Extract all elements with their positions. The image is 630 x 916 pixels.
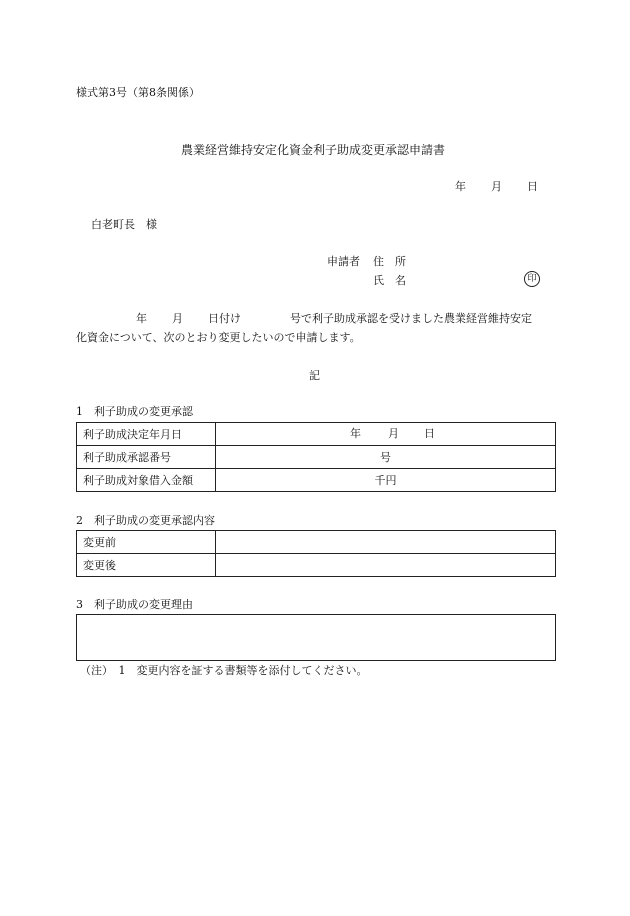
body-line1-rest: 号で利子助成承認を受けました農業経営維持安定 xyxy=(290,312,532,325)
section1-heading: 1 利子助成の変更承認 xyxy=(76,405,193,418)
body-month-label: 月 xyxy=(172,312,183,325)
section2-heading: 2 利子助成の変更承認内容 xyxy=(76,514,215,527)
loan-amount-value: 千円 xyxy=(216,469,556,492)
address-label: 住 所 xyxy=(373,255,406,268)
seal-mark: 印 xyxy=(524,271,540,287)
document-title: 農業経営維持安定化資金利子助成変更承認申請書 xyxy=(181,143,446,157)
date-year-label: 年 xyxy=(455,180,466,193)
approval-number-label: 利子助成承認番号 xyxy=(77,446,216,469)
section1-table xyxy=(76,422,556,492)
applicant-label: 申請者 xyxy=(327,255,360,268)
decision-date-value xyxy=(216,423,556,446)
decision-date-label: 利子助成決定年月日 xyxy=(77,423,216,446)
decision-day-label: 日 xyxy=(424,427,435,440)
section3-heading: 3 利子助成の変更理由 xyxy=(76,598,193,611)
footnote: （注） 1 変更内容を証する書類等を添付してください。 xyxy=(80,664,368,677)
form-number: 様式第3号（第8条関係） xyxy=(76,86,200,99)
body-day-label: 日付け xyxy=(208,312,241,325)
table-row xyxy=(77,531,556,554)
ki-heading: 記 xyxy=(309,369,320,382)
name-label: 氏 名 xyxy=(373,274,406,287)
date-month-label: 月 xyxy=(491,180,502,193)
table-row xyxy=(77,423,556,446)
date-day-label: 日 xyxy=(527,180,538,193)
table-row xyxy=(77,554,556,577)
addressee: 白老町長 様 xyxy=(91,218,157,231)
before-change-value xyxy=(216,531,556,554)
after-change-value xyxy=(216,554,556,577)
decision-month-label: 月 xyxy=(388,427,399,440)
decision-year-label: 年 xyxy=(350,427,361,440)
after-change-label: 変更後 xyxy=(77,554,216,577)
section2-table xyxy=(76,530,556,577)
approval-number-value: 号 xyxy=(216,446,556,469)
table-row xyxy=(77,446,556,469)
loan-amount-label: 利子助成対象借入金額 xyxy=(77,469,216,492)
table-row xyxy=(77,469,556,492)
body-year-label: 年 xyxy=(136,312,147,325)
body-line2: 化資金について、次のとおり変更したいので申請します。 xyxy=(76,331,361,344)
reason-box xyxy=(76,614,556,661)
before-change-label: 変更前 xyxy=(77,531,216,554)
